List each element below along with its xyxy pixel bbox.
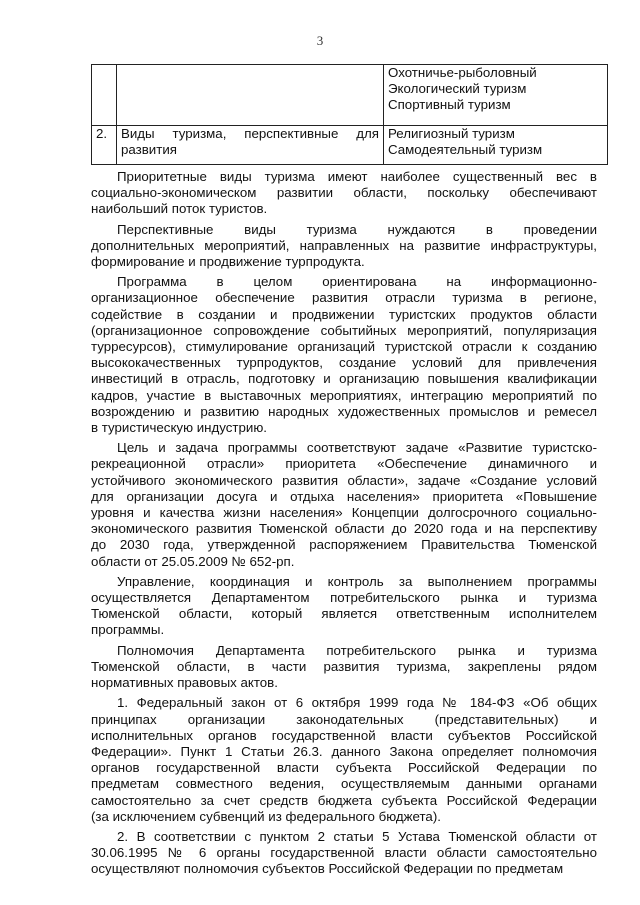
text-line: самостоятельно за счет средств бюджета субъекта Российской Федерации bbox=[91, 792, 597, 808]
text-line: социально-экономическом развитии области, поскольку обеспечивают bbox=[91, 185, 597, 201]
types-cell bbox=[384, 126, 608, 165]
text-line: организационное обеспечение развития отрасли туризма в регионе, bbox=[91, 290, 597, 306]
paragraph bbox=[91, 440, 597, 570]
text-line: возрождению и развитию народных художественных промыслов и ремесел bbox=[91, 403, 597, 419]
text-line: рекреационной отрасли» приоритета «Обеспечение динамичного и bbox=[91, 456, 597, 472]
text-line: Приоритетные виды туризма имеют наиболее существенный вес в bbox=[117, 169, 597, 184]
text-line: для организации досуга и отдыха населения» приоритета «Повышение bbox=[91, 488, 597, 504]
paragraph bbox=[91, 829, 597, 878]
table-row bbox=[92, 65, 608, 126]
types-cell bbox=[384, 65, 608, 126]
text-line: нормативных правовых актов. bbox=[91, 675, 278, 691]
tourism-type: Спортивный туризм bbox=[388, 97, 511, 112]
text-line: Программа в целом ориентирована на информационно- bbox=[117, 274, 597, 290]
text-line: кадров, участие в выставочных мероприятиях, интеграцию мероприятий по bbox=[91, 387, 597, 403]
text-line: до 2030 года, утвержденной распоряжением Правительства Тюменской bbox=[91, 537, 597, 553]
tourism-type: Экологический туризм bbox=[388, 81, 527, 96]
text-line: экономического развития Тюменской области до 2020 года и на перспективу bbox=[91, 521, 597, 537]
kind-text: Виды туризма, перспективные для bbox=[121, 126, 379, 141]
text-line: в туристическую индустрию. bbox=[91, 420, 267, 436]
text-line: устойчивого экономического развития области», задаче «Создание условий bbox=[91, 472, 597, 488]
text-line: (за исключением субвенций из федерального бюджета). bbox=[91, 808, 441, 824]
text-line: наибольший поток туристов. bbox=[91, 201, 268, 217]
text-line: осуществляют полномочия субъектов Российской Федерации по предметам bbox=[91, 861, 564, 877]
tourism-types-table bbox=[91, 64, 608, 165]
text-line: (организационное сопровождение событийных мероприятий, популяризация bbox=[91, 322, 597, 338]
text-line: исполнительных органов государственной власти субъектов Российской bbox=[91, 727, 597, 743]
text-line: Перспективные виды туризма нуждаются в проведении bbox=[117, 221, 597, 237]
document-body bbox=[91, 169, 597, 882]
text-line: Тюменской области, в части развития туризма, закреплены рядом bbox=[91, 658, 597, 674]
paragraph bbox=[91, 274, 597, 436]
text-line: предметам совместного ведения, осуществляемым данными органами bbox=[91, 776, 597, 792]
text-line: осуществляется Департаментом потребительского рынка и туризма bbox=[91, 590, 597, 606]
text-line: 1. Федеральный закон от 6 октября 1999 года № 184-ФЗ «Об общих bbox=[117, 695, 597, 711]
tourism-type: Охотничье-рыболовный bbox=[388, 65, 537, 80]
paragraph bbox=[91, 695, 597, 825]
text-line: программы. bbox=[91, 622, 165, 638]
row-number-cell bbox=[92, 65, 117, 126]
text-line: Федерации». Пункт 1 Статьи 26.3. данного Закона определяет полномочия bbox=[91, 743, 597, 759]
text-line: Тюменской области, который является ответственным исполнителем bbox=[91, 606, 597, 622]
page-number: 3 bbox=[316, 33, 324, 48]
table-row bbox=[92, 126, 608, 165]
kind-cell bbox=[117, 65, 384, 126]
text-line: принципах организации законодательных (представительных) и bbox=[91, 711, 597, 727]
text-line: турресурсов), стимулирование организаций туристской отрасли к созданию bbox=[91, 339, 597, 355]
text-line: 2. В соответствии с пунктом 2 статьи 5 Устава Тюменской области от bbox=[117, 828, 597, 844]
text-line: инвестиций в отрасль, подготовку и организацию повышения квалификации bbox=[91, 371, 597, 387]
paragraph bbox=[91, 643, 597, 692]
text-line: уровня и качества жизни населения» Концепции долгосрочного социально- bbox=[91, 505, 597, 521]
text-line: 30.06.1995 № 6 органы государственной власти области самостоятельно bbox=[91, 845, 597, 861]
text-line: органов государственной власти субъекта Российской Федерации по bbox=[91, 760, 597, 776]
text-line: содействие в создании и продвижении туристских продуктов области bbox=[91, 306, 597, 322]
row-number-cell: 2. bbox=[92, 126, 117, 165]
kind-text: развития bbox=[121, 142, 177, 157]
text-line: Цель и задача программы соответствуют задаче «Развитие туристско- bbox=[117, 440, 597, 456]
paragraph bbox=[91, 222, 597, 271]
text-line: формирование и продвижение турпродукта. bbox=[91, 254, 365, 270]
paragraph bbox=[91, 169, 597, 218]
text-line: Управление, координация и контроль за выполнением программы bbox=[117, 573, 597, 589]
tourism-type: Самодеятельный туризм bbox=[388, 142, 543, 157]
text-line: области от 25.05.2009 № 652-рп. bbox=[91, 553, 295, 569]
text-line: Полномочия Департамента потребительского рынка и туризма bbox=[117, 642, 597, 658]
text-line: дополнительных мероприятий, направленных на развитие инфраструктуры, bbox=[91, 237, 597, 253]
tourism-type: Религиозный туризм bbox=[388, 126, 515, 141]
text-line: высококачественных турпродуктов, создание условий для привлечения bbox=[91, 355, 597, 371]
kind-cell bbox=[117, 126, 384, 165]
paragraph bbox=[91, 574, 597, 639]
